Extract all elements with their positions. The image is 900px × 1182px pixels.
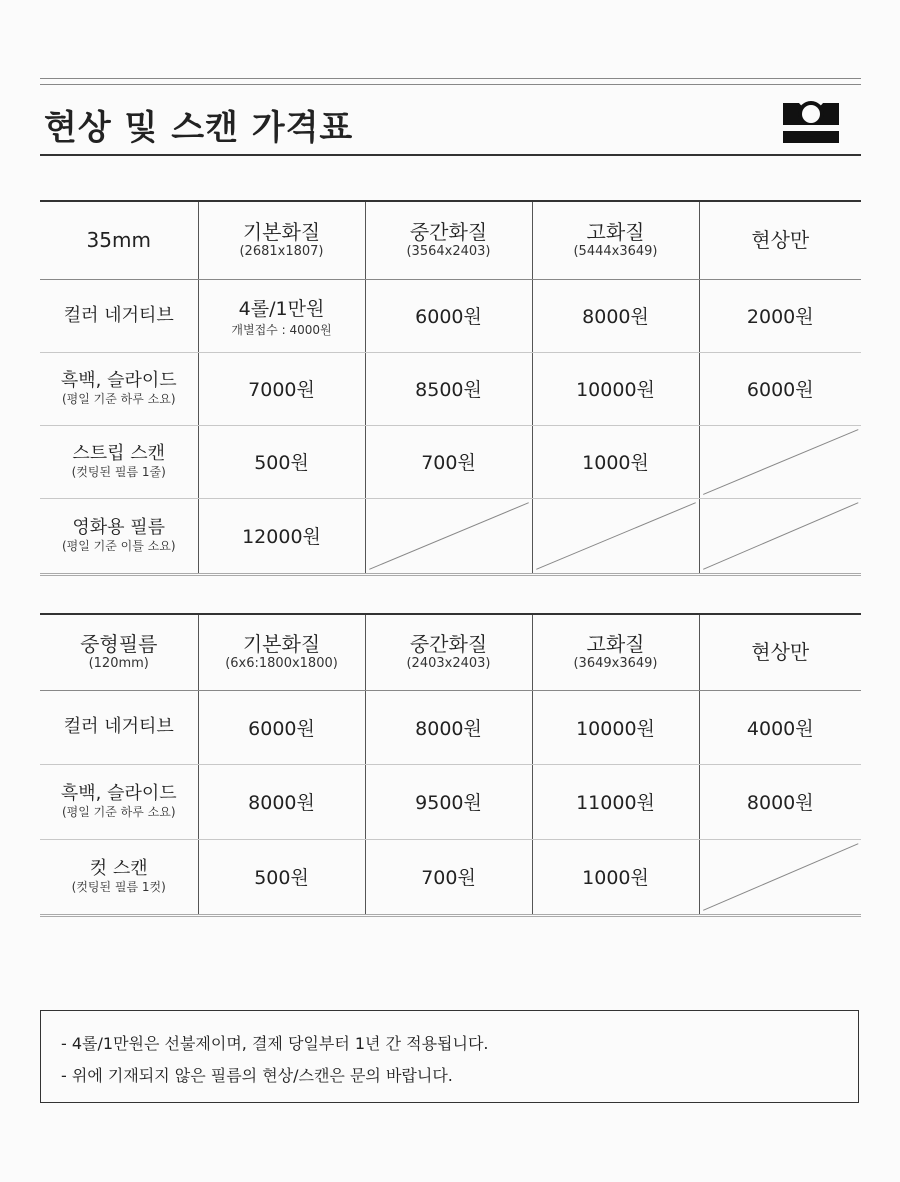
page-title: 현상 및 스캔 가격표 — [44, 108, 354, 148]
price-cell — [699, 690, 861, 764]
price-cell — [365, 690, 532, 764]
price-cell — [365, 279, 532, 352]
price-value: 700원 — [421, 452, 476, 474]
header-title: 현상만 — [751, 640, 810, 665]
price-cell — [198, 498, 365, 574]
price-value: 6000원 — [415, 306, 482, 328]
price-cell — [198, 764, 365, 839]
row-label: 영화용 필름 — [72, 517, 166, 538]
price-cell — [198, 279, 365, 352]
row-label-note: (평일 기준 이틀 소요) — [61, 539, 176, 553]
not-available-cell — [699, 425, 861, 498]
row-label-cell — [40, 690, 198, 764]
price-value: 500원 — [254, 452, 309, 474]
price-value: 500원 — [254, 867, 309, 889]
note-inquiry: - 위에 기재되지 않은 필름의 현상/스캔은 문의 바랍니다. — [61, 1066, 453, 1085]
price-value: 6000원 — [248, 717, 315, 740]
header-cell — [699, 614, 861, 690]
header-title: 기본화질 — [242, 220, 321, 245]
price-value: 4롤/1만원 — [238, 297, 325, 320]
price-cell — [699, 352, 861, 425]
row-label-cell — [40, 839, 198, 915]
not-available-cell — [699, 498, 861, 574]
header-resolution: (3564x2403) — [406, 244, 491, 260]
title-rule — [40, 154, 861, 156]
top-rule — [40, 78, 861, 79]
header-cell — [40, 201, 198, 279]
price-note: 개별접수 : 4000원 — [231, 322, 332, 337]
price-cell — [699, 764, 861, 839]
header-title: 현상만 — [751, 228, 810, 253]
price-cell — [365, 764, 532, 839]
price-value: 8000원 — [582, 306, 649, 328]
header-title: 중간화질 — [409, 632, 488, 657]
notes-box — [40, 1010, 859, 1103]
not-available-diagonal — [533, 499, 699, 573]
row-label-cell — [40, 279, 198, 352]
row-label-note: (평일 기준 하루 소요) — [61, 392, 176, 406]
row-label: 컷 스캔 — [89, 858, 148, 879]
header-title: 고화질 — [586, 220, 645, 245]
price-cell — [532, 764, 699, 839]
price-cell — [198, 352, 365, 425]
film-lab-logo-icon — [783, 97, 839, 143]
note-prepaid: - 4롤/1만원은 선불제이며, 결제 당일부터 1년 간 적용됩니다. — [61, 1034, 489, 1053]
not-available-cell — [365, 498, 532, 574]
row-label-note: (컷팅된 필름 1컷) — [71, 880, 166, 894]
header-cell — [532, 614, 699, 690]
price-value: 6000원 — [746, 379, 814, 401]
row-label: 컬러 네거티브 — [63, 716, 174, 737]
price-value: 7000원 — [248, 379, 315, 401]
header-resolution: (5444x3649) — [573, 244, 658, 260]
not-available-diagonal — [700, 426, 862, 498]
price-value: 11000원 — [576, 792, 655, 814]
price-cell — [365, 839, 532, 915]
header-cell — [198, 614, 365, 690]
header-title: 고화질 — [586, 632, 645, 657]
header-title: 기본화질 — [242, 632, 321, 657]
price-value: 12000원 — [242, 526, 321, 548]
price-value: 9500원 — [415, 792, 482, 814]
row-label-cell — [40, 764, 198, 839]
header-cell — [365, 614, 532, 690]
header-title: 중형필름 — [80, 632, 158, 657]
header-resolution: (2403x2403) — [406, 656, 491, 672]
price-value: 10000원 — [576, 717, 655, 740]
price-value: 8500원 — [415, 379, 482, 401]
price-value: 1000원 — [582, 452, 649, 474]
price-cell — [365, 425, 532, 498]
price-cell — [532, 279, 699, 352]
not-available-diagonal — [700, 499, 862, 573]
top-rule — [40, 84, 861, 85]
row-label-cell — [40, 498, 198, 574]
header-resolution: (3649x3649) — [573, 656, 658, 672]
price-cell — [198, 425, 365, 498]
row-label-note: (컷팅된 필름 1줄) — [71, 465, 166, 479]
row-label: 스트립 스캔 — [72, 443, 166, 464]
price-value: 2000원 — [746, 306, 814, 328]
row-label-cell — [40, 425, 198, 498]
header-resolution: (120mm) — [88, 656, 149, 672]
header-cell — [699, 201, 861, 279]
header-cell — [40, 614, 198, 690]
price-cell — [532, 425, 699, 498]
price-value: 8000원 — [415, 717, 482, 740]
price-table-35mm — [40, 200, 861, 576]
row-label: 흑백, 슬라이드 — [60, 783, 177, 804]
header-title: 35mm — [86, 228, 151, 253]
price-cell — [365, 352, 532, 425]
row-label-note: (평일 기준 하루 소요) — [61, 805, 176, 819]
price-value: 1000원 — [582, 867, 649, 889]
price-cell — [532, 352, 699, 425]
price-cell — [699, 279, 861, 352]
row-label: 흑백, 슬라이드 — [60, 370, 177, 391]
price-table-120mm — [40, 613, 861, 917]
price-cell — [198, 839, 365, 915]
header-title: 중간화질 — [409, 220, 488, 245]
header-cell — [365, 201, 532, 279]
not-available-cell — [532, 498, 699, 574]
price-value: 8000원 — [746, 792, 814, 814]
price-cell — [532, 839, 699, 915]
header-resolution: (6x6:1800x1800) — [225, 656, 338, 672]
not-available-cell — [699, 839, 861, 915]
price-cell — [198, 690, 365, 764]
row-label-cell — [40, 352, 198, 425]
header-cell — [532, 201, 699, 279]
price-value: 700원 — [421, 867, 476, 889]
row-label: 컬러 네거티브 — [63, 304, 174, 326]
header-resolution: (2681x1807) — [239, 244, 324, 260]
price-value: 4000원 — [746, 717, 814, 740]
header-cell — [198, 201, 365, 279]
price-cell — [532, 690, 699, 764]
not-available-diagonal — [366, 499, 532, 573]
price-value: 10000원 — [576, 379, 655, 401]
not-available-diagonal — [700, 840, 862, 914]
price-value: 8000원 — [248, 792, 315, 814]
